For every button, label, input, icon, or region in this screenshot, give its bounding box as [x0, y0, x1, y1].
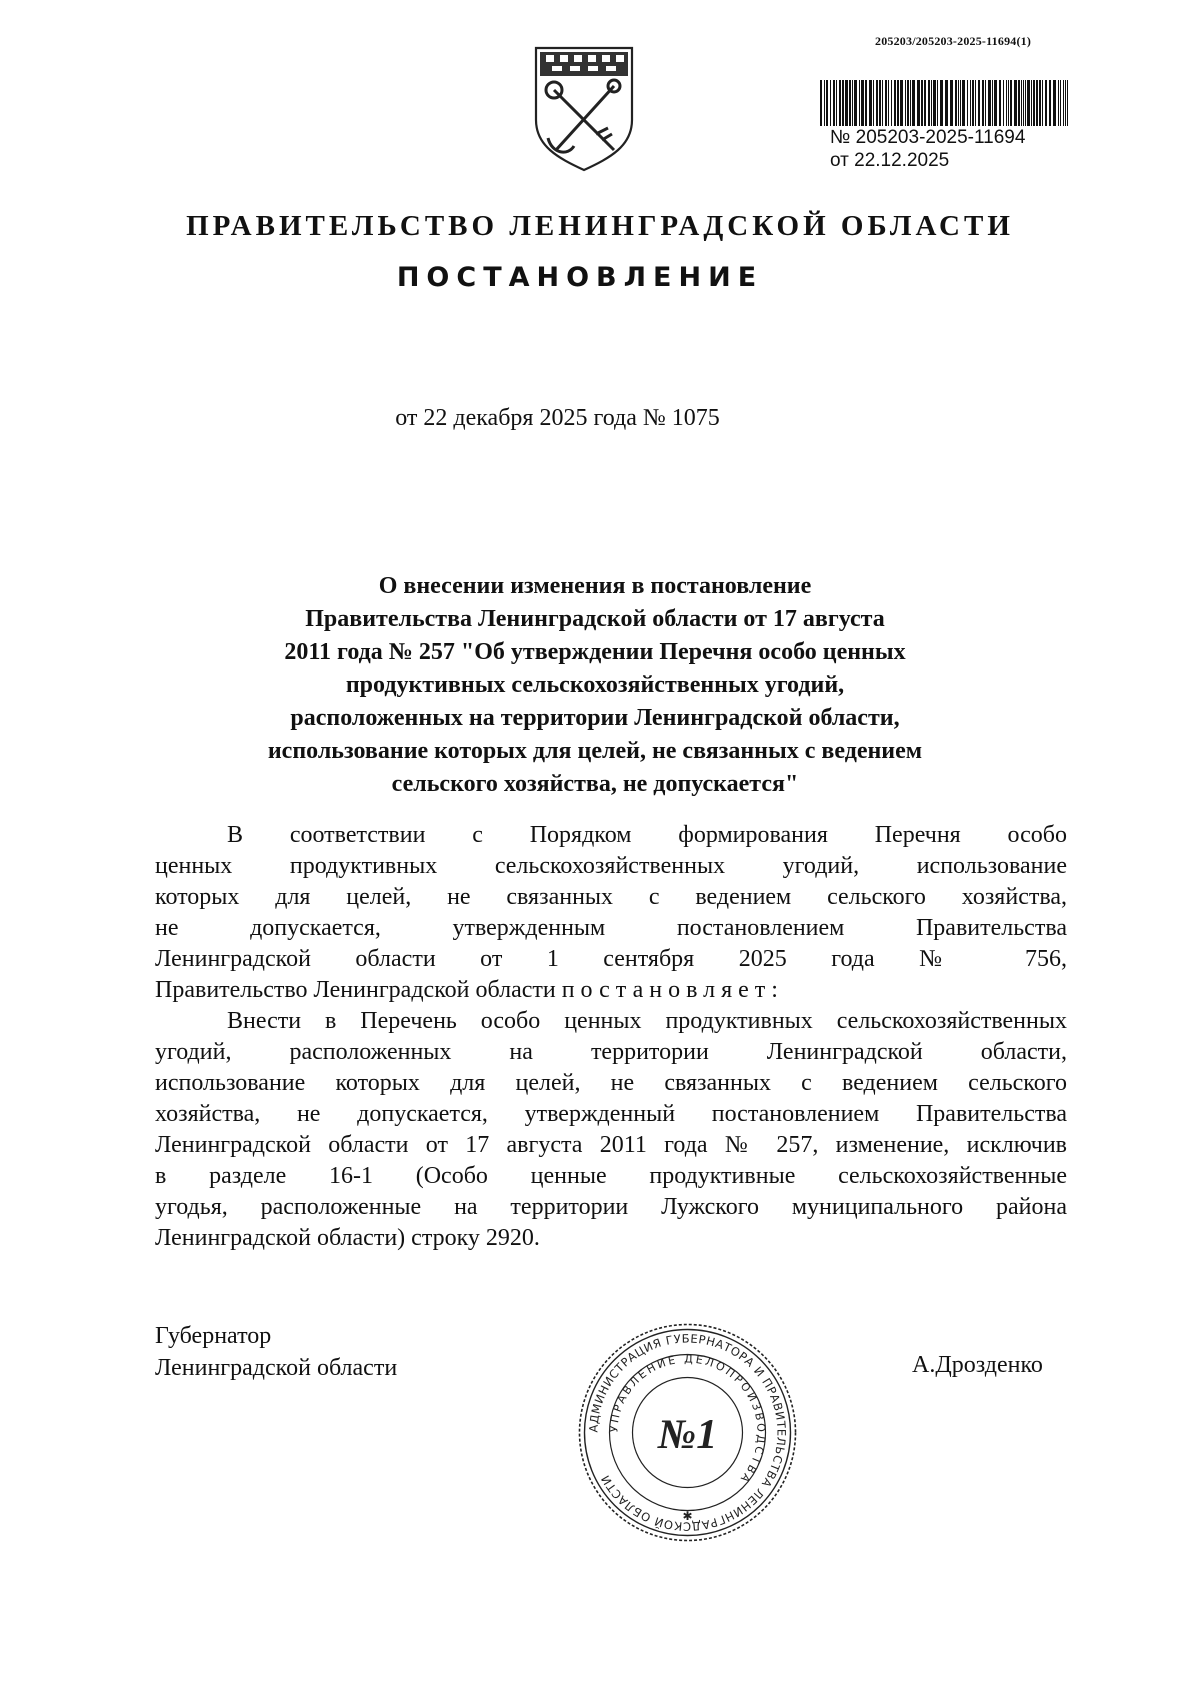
decree-date-number: от 22 декабря 2025 года № 1075: [395, 405, 720, 431]
document-reference: 205203/205203-2025-11694(1): [875, 34, 1032, 48]
body-line: Ленинградской области от 17 августа 2011 года № 257, изменение, исключив: [155, 1132, 1067, 1158]
body-line: в разделе 16-1 (Особо ценные продуктивные сельскохозяйственные: [155, 1163, 1067, 1189]
body-line-last: [155, 975, 1067, 1006]
body-line: которых для целей, не связанных с ведением сельского хозяйства,: [155, 884, 1067, 910]
resolution-word: постановляет:: [561, 977, 784, 1003]
body-line-last: Ленинградской области) строку 2920.: [155, 1225, 540, 1251]
title-line: использование которых для целей, не связанных с ведением: [267, 738, 923, 764]
body-line: Внести в Перечень особо ценных продуктивных сельскохозяйственных: [227, 1008, 1067, 1034]
organization-name: ПРАВИТЕЛЬСТВО ЛЕНИНГРАДСКОЙ ОБЛАСТИ: [186, 210, 1014, 242]
body-line: не допускается, утвержденным постановлением Правительства: [155, 915, 1067, 941]
registration-number: № 205203-2025-11694: [830, 127, 1026, 148]
body-line: хозяйства, не допускается, утвержденный постановлением Правительства: [155, 1101, 1067, 1127]
official-stamp: [575, 1320, 800, 1545]
barcode: [820, 80, 1070, 126]
signer-position-line: Губернатор: [155, 1323, 272, 1349]
body-text: Правительство Ленинградской области: [155, 977, 562, 1003]
signer-position: [155, 1320, 397, 1384]
title-line: Правительства Ленинградской области от 17 августа: [305, 606, 885, 632]
body-paragraph-2: [155, 1006, 1067, 1254]
body-paragraph-1: [155, 820, 1067, 1006]
signer-position-line: Ленинградской области: [155, 1355, 398, 1381]
stamp-outer-text: АДМИНИСТРАЦИЯ ГУБЕРНАТОРА И ПРАВИТЕЛЬСТВА ЛЕНИНГРАДСКОЙ ОБЛАСТИ: [586, 1331, 789, 1534]
body-line: В соответствии с Порядком формирования Перечня особо: [227, 822, 1067, 848]
stamp-inner-text: УПРАВЛЕНИЕ ДЕЛОПРОИЗВОДСТВА: [607, 1352, 768, 1487]
document-type: ПОСТАНОВЛЕНИЕ: [396, 262, 764, 293]
coat-of-arms-icon: [530, 42, 638, 174]
body-line: использование которых для целей, не связанных с ведением сельского: [155, 1070, 1067, 1096]
title-line: О внесении изменения в постановление: [378, 573, 812, 599]
body-line: Ленинградской области от 1 сентября 2025 года № 756,: [155, 946, 1067, 972]
title-line: продуктивных сельскохозяйственных угодий,: [345, 672, 845, 698]
title-line: расположенных на территории Ленинградской области,: [290, 705, 900, 731]
body-line: ценных продуктивных сельскохозяйственных угодий, использование: [155, 853, 1067, 879]
title-line: сельского хозяйства, не допускается": [391, 771, 799, 797]
document-title: [175, 570, 1015, 801]
body-line: угодья, расположенные на территории Лужского муниципального района: [155, 1194, 1067, 1220]
stamp-center-text: №1: [657, 1412, 718, 1458]
signer-name: А.Дрозденко: [912, 1352, 1043, 1378]
stamp-star-icon: ✱: [682, 1509, 693, 1523]
document-body: [155, 820, 1067, 1254]
body-line: угодий, расположенных на территории Ленинградской области,: [155, 1039, 1067, 1065]
title-line: 2011 года № 257 "Об утверждении Перечня особо ценных: [284, 639, 906, 665]
registration-date: от 22.12.2025: [830, 150, 950, 171]
